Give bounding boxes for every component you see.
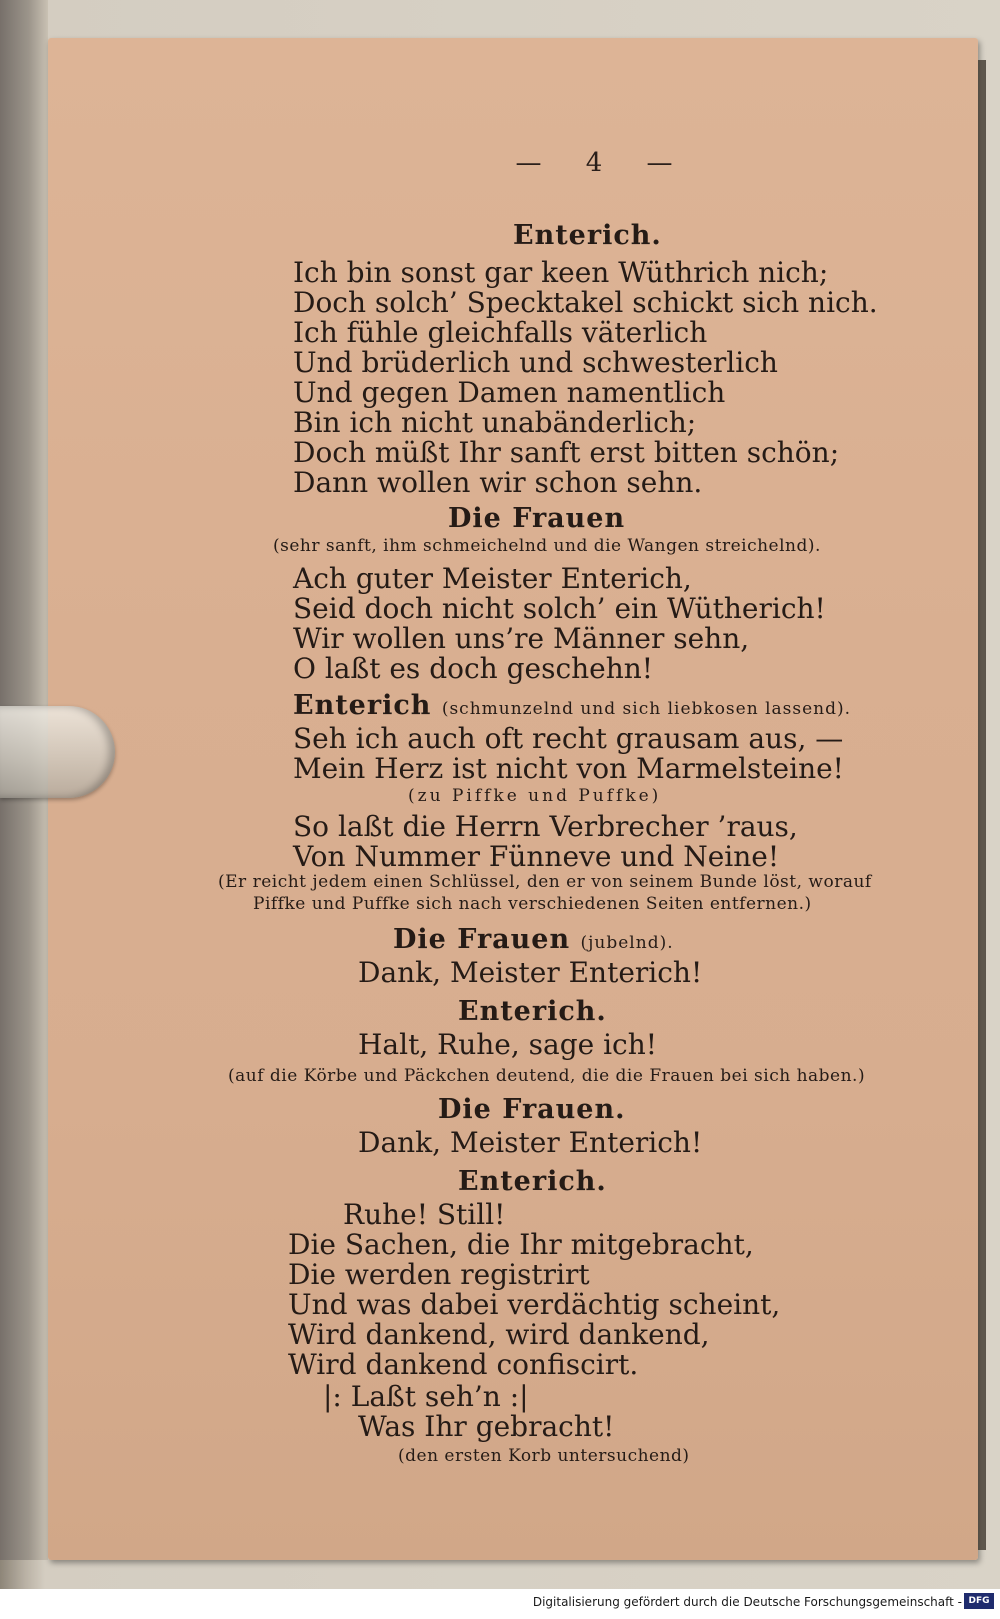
verse-line: Die werden registrirt bbox=[288, 1258, 590, 1291]
verse-line: Seid doch nicht solch’ ein Wütherich! bbox=[293, 592, 826, 625]
verse-line: Halt, Ruhe, sage ich! bbox=[358, 1028, 658, 1061]
dfg-logo: DFG bbox=[964, 1593, 994, 1609]
stage-direction: (schmunzelnd und sich liebkosen lassend). bbox=[441, 699, 852, 719]
verse-line: Was Ihr gebracht! bbox=[358, 1410, 615, 1443]
verse-line: Bin ich nicht unabänderlich; bbox=[293, 406, 697, 439]
verse-line: Und brüderlich und schwesterlich bbox=[293, 346, 778, 379]
verse-line: Wird dankend confiscirt. bbox=[288, 1348, 639, 1381]
page-number: — 4 — bbox=[515, 148, 691, 178]
verse-line: Dann wollen wir schon sehn. bbox=[293, 466, 703, 499]
stage-direction: (Er reicht jedem einen Schlüssel, den er von seinem Bunde löst, worauf bbox=[218, 872, 872, 892]
verse-line: Von Nummer Fünneve und Neine! bbox=[293, 840, 780, 873]
verse-line: Und gegen Damen namentlich bbox=[293, 376, 726, 409]
speaker-heading: Enterich. bbox=[513, 220, 662, 251]
verse-line: Und was dabei verdächtig scheint, bbox=[288, 1288, 781, 1321]
speaker-heading-with-direction bbox=[393, 924, 674, 955]
speaker-heading: Enterich. bbox=[458, 1166, 607, 1197]
verse-line: Ach guter Meister Enterich, bbox=[293, 562, 692, 595]
verse-line: Mein Herz ist nicht von Marmelsteine! bbox=[293, 752, 844, 785]
speaker-heading: Enterich. bbox=[458, 996, 607, 1027]
book-page bbox=[48, 38, 978, 1560]
footer-bar bbox=[0, 1589, 1000, 1619]
page-clip bbox=[0, 706, 115, 798]
stage-direction: Piffke und Puffke sich nach verschiedenen Seiten entfernen.) bbox=[253, 894, 812, 914]
verse-line: O laßt es doch geschehn! bbox=[293, 652, 654, 685]
verse-line: Ich bin sonst gar keen Wüthrich nich; bbox=[293, 256, 829, 289]
speaker-heading: Die Frauen. bbox=[438, 1094, 626, 1125]
stage-direction: (den ersten Korb untersuchend) bbox=[398, 1446, 690, 1466]
speaker-heading: Die Frauen bbox=[448, 503, 626, 534]
verse-line: Dank, Meister Enterich! bbox=[358, 1126, 703, 1159]
speaker-heading-with-direction bbox=[293, 690, 851, 721]
verse-line: Doch solch’ Specktakel schickt sich nich. bbox=[293, 286, 878, 319]
verse-line: Ich fühle gleichfalls väterlich bbox=[293, 316, 708, 349]
verse-line: Dank, Meister Enterich! bbox=[358, 956, 703, 989]
verse-line: Wir wollen uns’re Männer sehn, bbox=[293, 622, 750, 655]
speaker-name: Enterich bbox=[293, 690, 432, 721]
stage-direction: (zu Piffke und Puffke) bbox=[408, 786, 662, 806]
stage-direction: (auf die Körbe und Päckchen deutend, die die Frauen bei sich haben.) bbox=[228, 1066, 866, 1086]
verse-line: Ruhe! Still! bbox=[343, 1198, 506, 1231]
speaker-name: Die Frauen bbox=[393, 924, 571, 955]
verse-line: Wird dankend, wird dankend, bbox=[288, 1318, 710, 1351]
footer-credit: Digitalisierung gefördert durch die Deutsche Forschungsgemeinschaft - bbox=[532, 1595, 962, 1609]
stage-direction: (jubelnd). bbox=[580, 933, 674, 953]
verse-line: So laßt die Herrn Verbrecher ’raus, bbox=[293, 810, 798, 843]
verse-line: Doch müßt Ihr sanft erst bitten schön; bbox=[293, 436, 840, 469]
verse-line: Seh ich auch oft recht grausam aus, — bbox=[293, 722, 844, 755]
stage-direction: (sehr sanft, ihm schmeichelnd und die Wangen streichelnd). bbox=[273, 536, 821, 556]
verse-line: Die Sachen, die Ihr mitgebracht, bbox=[288, 1228, 754, 1261]
verse-line: |: Laßt seh’n :| bbox=[323, 1380, 529, 1413]
